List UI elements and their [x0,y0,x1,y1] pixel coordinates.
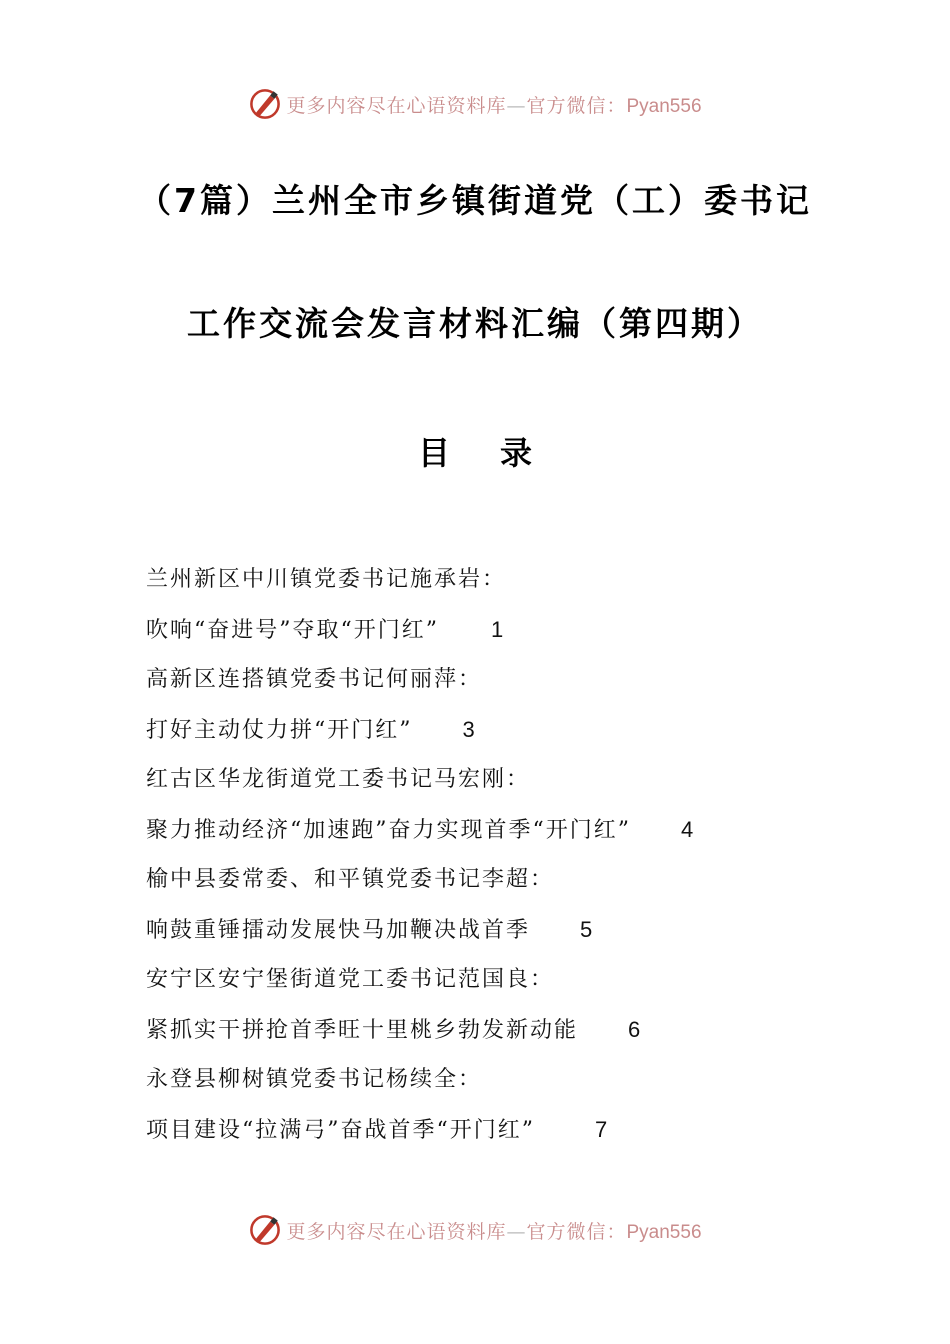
toc-entry-author: 榆中县委常委、和平镇党委书记李超： [146,867,555,892]
toc-entry-author: 高新区连搭镇党委书记何丽萍： [146,667,483,692]
banner-separator: — [506,94,527,117]
toc-page-number: 5 [580,917,593,942]
toc-entry-title[interactable] [146,912,906,962]
banner-content [248,1213,701,1247]
toc-entry-author: 红古区华龙街道党工委书记马宏刚： [146,767,531,792]
toc-heading-char-2: 录 [500,434,533,472]
toc-title-text: 项目建设“拉满弓”奋战首季“开门红” [146,1118,535,1143]
toc-title-text: 打好主动仗力拼“开门红” [146,718,413,743]
footer-banner [0,1208,950,1252]
banner-official: 官方微信： [526,1220,627,1243]
header-banner [0,82,950,126]
pen-logo-icon [248,87,282,121]
toc-page-number: 7 [595,1117,608,1142]
banner-main: 更多内容尽在心语资料库 [286,94,507,117]
toc-entry-title[interactable] [146,612,906,662]
toc-entry-author: 安宁区安宁堡街道党工委书记范国良： [146,967,555,992]
toc-entry-title[interactable] [146,1112,906,1162]
toc-title-text: 响鼓重锤擂动发展快马加鞭决战首季 [146,918,531,943]
banner-content [248,87,701,121]
banner-main: 更多内容尽在心语资料库 [286,1220,507,1243]
toc-entry-title[interactable] [146,812,906,862]
pen-logo-icon [248,1213,282,1247]
toc-entry-title[interactable] [146,712,906,762]
toc-title-text: 吹响“奋进号”夺取“开门红” [146,618,439,643]
toc-entry-author: 兰州新区中川镇党委书记施承岩： [146,567,507,592]
banner-official: 官方微信： [526,94,627,117]
banner-text [286,91,701,118]
banner-handle: Pyan556 [626,1221,702,1243]
toc-entry-author: 永登县柳树镇党委书记杨续全： [146,1067,483,1092]
document-title-line-1: （7篇）兰州全市乡镇街道党（工）委书记 [138,181,812,220]
toc-title-text: 紧抓实干拼抢首季旺十里桃乡勃发新动能 [146,1018,579,1043]
toc-entry-title[interactable] [146,1012,906,1062]
document-title-line-2: 工作交流会发言材料汇编（第四期） [187,304,763,343]
toc-page-number: 3 [462,717,475,742]
toc-heading-char-1: 目 [417,434,450,472]
toc-title-text: 聚力推动经济“加速跑”奋力实现首季“开门红” [146,818,631,843]
banner-handle: Pyan556 [626,95,702,117]
toc-page-number: 1 [491,617,504,642]
table-of-contents [146,562,906,1162]
toc-page-number: 6 [628,1017,641,1042]
toc-heading [0,428,950,474]
toc-page-number: 4 [681,817,694,842]
banner-separator: — [506,1220,527,1243]
banner-text [286,1217,701,1244]
